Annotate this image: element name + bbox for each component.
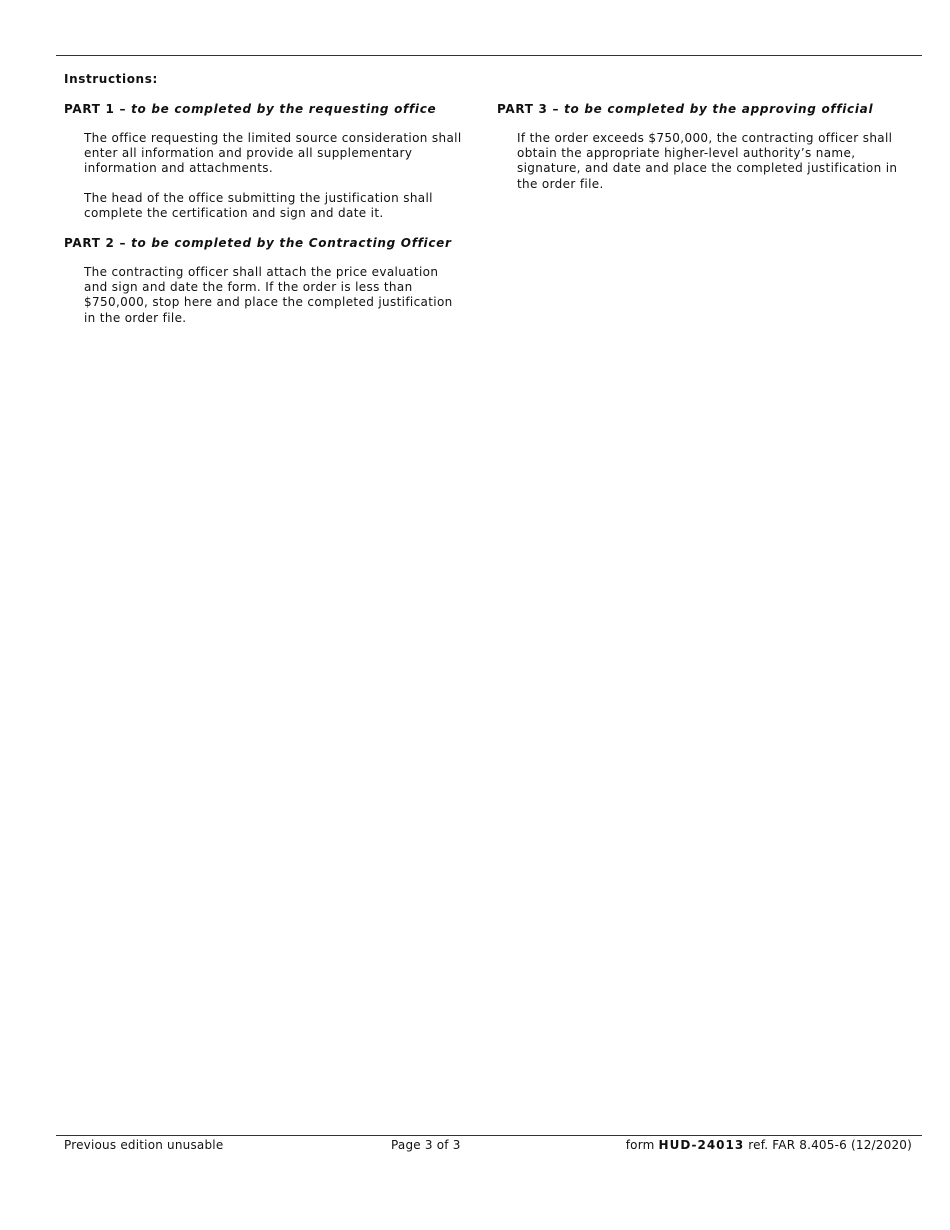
part-1-heading xyxy=(64,101,464,117)
left-column xyxy=(64,101,464,340)
part-3-paragraph-1: If the order exceeds $750,000, the contracting officer shall obtain the appropriate higher-level authority’s name, signature, and date and place the completed justification in the order file. xyxy=(517,131,898,191)
part-3-heading xyxy=(497,101,907,117)
top-rule xyxy=(56,55,922,56)
footer-form-suffix: ref. FAR 8.405-6 (12/2020) xyxy=(748,1138,912,1152)
part-2-heading xyxy=(64,235,464,251)
part-1-subtitle: to be completed by the requesting office xyxy=(131,102,437,116)
part-3-subtitle: to be completed by the approving official xyxy=(564,102,874,116)
part-2-subtitle: to be completed by the Contracting Officer xyxy=(131,236,452,251)
part-3-prefix: PART 3 – xyxy=(497,102,560,116)
part-1-paragraph-1: The office requesting the limited source consideration shall enter all information and provide all supplementary information and attachments. xyxy=(84,131,462,176)
part-2-paragraph-1: The contracting officer shall attach the price evaluation and sign and date the form. If the order is less than $750,000, stop here and place the completed justification in the order file. xyxy=(84,265,453,325)
part-2-prefix: PART 2 – xyxy=(64,236,127,251)
footer-form-prefix: form xyxy=(625,1138,655,1152)
part-3-section xyxy=(497,101,907,192)
footer-form-reference xyxy=(626,1138,912,1152)
instructions-heading: Instructions: xyxy=(64,72,158,86)
right-column xyxy=(497,101,907,206)
footer-page-number: Page 3 of 3 xyxy=(391,1138,461,1152)
footer-form-number: HUD-24013 xyxy=(658,1138,745,1152)
part-1-section xyxy=(64,101,464,221)
part-1-prefix: PART 1 – xyxy=(64,102,127,116)
part-1-paragraph-2: The head of the office submitting the justification shall complete the certification and sign and date it. xyxy=(84,190,433,220)
bottom-rule xyxy=(56,1135,922,1136)
part-2-section xyxy=(64,235,464,326)
footer-edition-note: Previous edition unusable xyxy=(64,1138,224,1152)
